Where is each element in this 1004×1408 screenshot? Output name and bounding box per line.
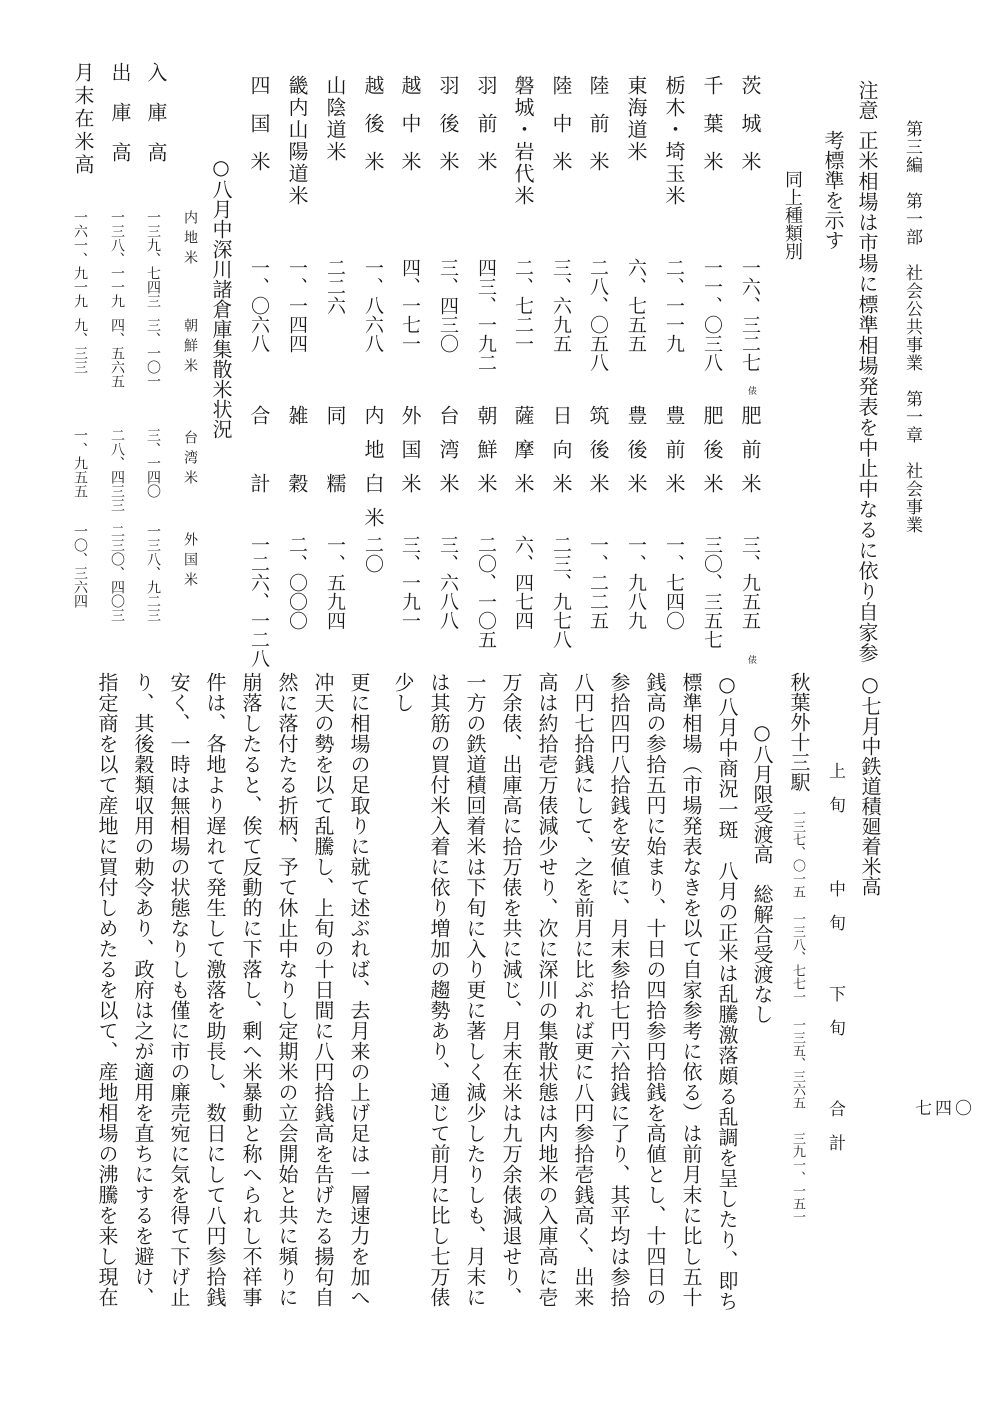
prose-line: 一方の鉄道積回着米は下旬に入り更に著しく減少したりしも、月末に xyxy=(463,672,487,1308)
row-value-a: 四三、一九二 xyxy=(475,258,497,372)
row-value-b: 二、〇〇〇 xyxy=(286,535,308,630)
fixed-term-title: ○八月限受渡高 総解合受渡なし xyxy=(750,720,774,1024)
rail-col-header: 合 計 xyxy=(825,1100,845,1151)
fukagawa-value: 一六一、九一九 xyxy=(72,210,88,308)
prose-line: 少し xyxy=(391,672,415,713)
prose-line: 指定商を以て産地に買付しめたるを以て、産地相場の沸騰を来し現在 xyxy=(95,672,119,1308)
prose-line: 銭高の参拾五円に始まり、十日の四拾参円拾銭を高値とし、十四日の xyxy=(643,672,667,1308)
fukagawa-col-header: 内地米 xyxy=(182,210,198,270)
row-name: 越後米 xyxy=(361,75,385,189)
fukagawa-value: 三、一四〇 xyxy=(145,428,161,498)
running-head: 第三編 第一部 社会公共事業 第一章 社会事業 xyxy=(902,120,922,534)
row-name-b: 雑 穀 xyxy=(285,405,309,507)
row-name: 山陰道米 xyxy=(323,75,347,163)
row-value-b: 三〇、三五七 xyxy=(701,535,723,649)
row-value-b: 一、九八九 xyxy=(625,535,647,630)
row-value-b: 二〇、一〇五 xyxy=(475,535,497,649)
row-value-b: 一、五九四 xyxy=(324,535,346,630)
row-name: 茨城米 xyxy=(738,75,762,189)
row-name-b: 筑後米 xyxy=(586,405,610,507)
fukagawa-col-header: 台湾米 xyxy=(182,430,198,490)
row-name: 磐城・岩代米 xyxy=(511,75,535,207)
fukagawa-value: 一、九五五 xyxy=(72,428,88,498)
row-value-b: 三、一九一 xyxy=(399,535,421,630)
row-name-b: 合 計 xyxy=(247,405,271,507)
row-name-b: 内地白米 xyxy=(361,405,385,541)
prose-line: は其筋の買付米入着に依り増加の趨勢あり、通じて前月に比し七万俵 xyxy=(427,672,451,1308)
rail-title: ○七月中鉄道積廻着米高 xyxy=(858,672,882,896)
rail-value: 三九一、一五一 xyxy=(790,1132,805,1223)
row-value-b: 三、九五五 xyxy=(739,535,761,630)
prose-line: 崩落したると、俟て反動的に下落し、剰へ米暴動と称へられし不祥事 xyxy=(239,672,263,1308)
row-name: 栃木・埼玉米 xyxy=(662,75,686,207)
prose-line: 更に相場の足取りに就て述ぶれば、去月来の上げ足は一層速力を加へ xyxy=(347,672,371,1308)
rail-value: 一三五、三六五 xyxy=(790,1018,805,1109)
rail-col-header: 中 旬 xyxy=(825,880,845,931)
fukagawa-value: 三、一〇一 xyxy=(145,318,161,388)
row-value-a: 六、七五五 xyxy=(625,258,647,353)
prose-line: り、其後穀類収用の勅令あり、政府は之が適用を直ちにするを避け、 xyxy=(131,672,155,1308)
note-line-2: 考標準を示す xyxy=(821,130,845,250)
fukagawa-value: 二三〇、四〇三 xyxy=(109,524,125,622)
row-value-a: 三、四三〇 xyxy=(437,258,459,353)
note-line-1: 正米相場は市場に標準相場発表を中止中なるに依り自家参 xyxy=(855,130,879,663)
prose-line: 然に落付たる折柄、予て休止中なりし定期米の立会開始と共に頻りに xyxy=(275,672,299,1308)
fukagawa-value: 一三八、一一九 xyxy=(109,210,125,308)
row-name-b: 同 糯 xyxy=(323,405,347,507)
row-name: 越中米 xyxy=(398,75,422,189)
fukagawa-value: 四、五六五 xyxy=(109,318,125,388)
prose-line: 件は、各地より遅れて発生して激落を助長し、数日にして八円参拾銭 xyxy=(203,672,227,1308)
fukagawa-title: ○八月中深川諸倉庫集散米状況 xyxy=(209,155,233,439)
row-value-a: 二二六 xyxy=(324,258,346,315)
row-value-b: 一二六、一二八 xyxy=(248,535,270,668)
fukagawa-col-header: 外国米 xyxy=(182,532,198,592)
fukagawa-value: 一〇、三六四 xyxy=(72,524,88,608)
row-name-b: 豊後米 xyxy=(624,405,648,507)
row-value-b: 二三、九七八 xyxy=(550,535,572,649)
row-name-b: 日向米 xyxy=(549,405,573,507)
fukagawa-value: 一三九、七四三 xyxy=(145,210,161,308)
row-name-b: 台湾米 xyxy=(436,405,460,507)
row-name-b: 薩摩米 xyxy=(511,405,535,507)
prose-line: 安く、一時は無相場の状態なりしも僅に市の廉売宛に気を得て下げ止 xyxy=(167,672,191,1308)
row-value-b: 二〇 xyxy=(362,535,384,573)
row-name: 陸前米 xyxy=(586,75,610,189)
row-value-a: 一、一四四 xyxy=(286,258,308,353)
row-value-b: 六、四七四 xyxy=(512,535,534,630)
row-name: 千葉米 xyxy=(700,75,724,189)
row-value-a: 三、六九五 xyxy=(550,258,572,353)
unit-tag: 俵 xyxy=(746,655,756,664)
rail-value: 一三八、七七一 xyxy=(790,912,805,1003)
unit-tag: 俵 xyxy=(746,386,756,395)
row-value-a: 一、〇六八 xyxy=(248,258,270,353)
fukagawa-row-name: 入庫高 xyxy=(144,62,168,182)
row-value-b: 一、七四〇 xyxy=(663,535,685,630)
prose-line: 高は約拾壱万俵減少せり、次に深川の集散状態は内地米の入庫高に壱 xyxy=(535,672,559,1308)
row-name-b: 肥前米 xyxy=(738,405,762,507)
fukagawa-value: 一三八、九二三 xyxy=(145,524,161,622)
prose-line: ○八月中商況一斑 八月の正米は乱騰激落頗る乱調を呈したり、即ち xyxy=(715,672,739,1312)
row-name: 羽後米 xyxy=(436,75,460,189)
rail-station: 秋葉外十三駅 xyxy=(787,672,811,792)
fukagawa-value: 二八、四三三 xyxy=(109,428,125,512)
row-value-b: 三、六八八 xyxy=(437,535,459,630)
row-value-b: 一、二二五 xyxy=(587,535,609,630)
row-value-a: 二、七二一 xyxy=(512,258,534,353)
row-value-a: 二、一一九 xyxy=(663,258,685,353)
note-label: 注意 xyxy=(855,80,879,120)
row-value-a: 四、一七一 xyxy=(399,258,421,353)
row-name-b: 肥後米 xyxy=(700,405,724,507)
fukagawa-row-name: 月末在米高 xyxy=(71,62,95,177)
row-name: 四国米 xyxy=(247,75,271,189)
row-value-a: 一、八六八 xyxy=(362,258,384,353)
rail-value: 一三七、〇一五 xyxy=(790,807,805,898)
page-number: 七四〇 xyxy=(915,1099,975,1119)
fukagawa-row-name: 出庫高 xyxy=(108,62,132,182)
row-name: 羽前米 xyxy=(474,75,498,189)
row-value-a: 二八、〇五八 xyxy=(587,258,609,372)
row-name-b: 豊前米 xyxy=(662,405,686,507)
fukagawa-value: 九、三三 xyxy=(72,318,88,374)
row-name-b: 朝鮮米 xyxy=(474,405,498,507)
prose-line: 冲天の勢を以て乱騰し、上旬の十日間に八円拾銭高を告げたる揚句自 xyxy=(311,672,335,1308)
row-name: 畿内山陽道米 xyxy=(285,75,309,207)
row-name-b: 外国米 xyxy=(398,405,422,507)
fukagawa-col-header: 朝鮮米 xyxy=(182,318,198,378)
prose-line: 万余俵、出庫高に拾万俵を共に減じ、月末在米は九万余俵減退せり、 xyxy=(499,672,523,1308)
prose-line: 参拾四円八拾銭を安値に、月末参拾七円六拾銭に了り、其平均は参拾 xyxy=(607,672,631,1308)
prose-line: 八円七拾銭にして、之を前月に比ぶれば更に八円参拾壱銭高く、出来 xyxy=(571,672,595,1308)
rail-col-header: 上 旬 xyxy=(825,762,845,813)
kind-header: 同上種類別 xyxy=(782,170,803,260)
prose-line: 標準相場（市場発表なきを以て自家参考に依る）は前月末に比し五十 xyxy=(679,672,703,1308)
row-value-a: 一六、三二七 xyxy=(739,258,761,372)
row-name: 陸中米 xyxy=(549,75,573,189)
row-name: 東海道米 xyxy=(624,75,648,163)
rail-col-header: 下 旬 xyxy=(825,985,845,1036)
row-value-a: 一一、〇三八 xyxy=(701,258,723,372)
